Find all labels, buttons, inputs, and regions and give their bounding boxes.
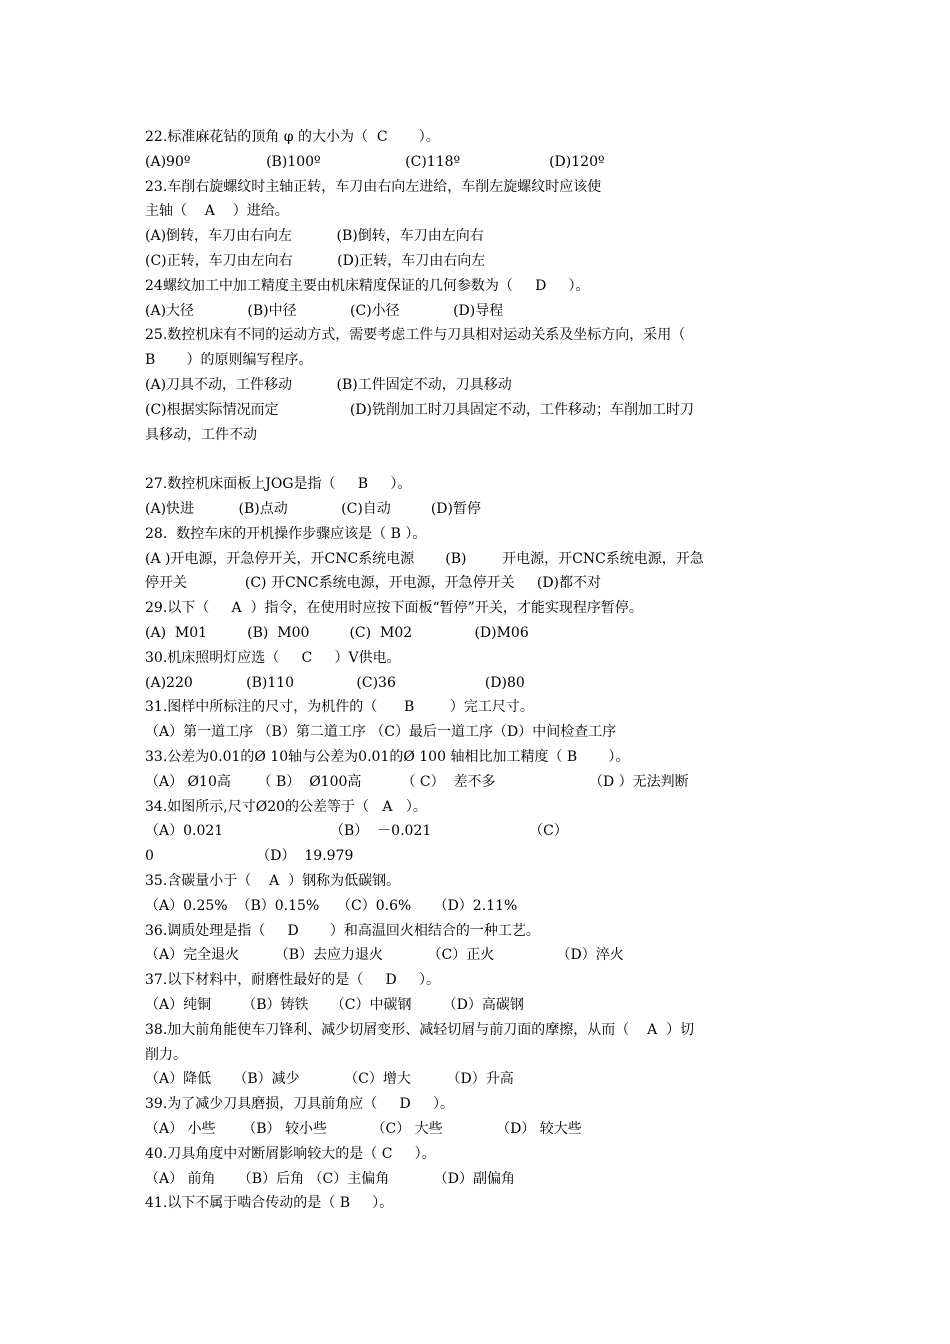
text-line: （A） Ø10高 （ B） Ø100高 （ C） 差不多 （D ）无法判断 [145, 773, 689, 790]
text-line [145, 447, 810, 472]
text-line: (A)刀具不动，工件移动 (B)工件固定不动，刀具移动 [145, 377, 512, 393]
text-line: 35.含碳量小于（ A ）钢称为低碳钢。 [145, 873, 401, 889]
text-line: (A)90º (B)100º (C)118º (D)120º [145, 153, 605, 170]
text-line: 25.数控机床有不同的运动方式，需要考虑工件与刀具相对运动关系及坐标方向，采用（ [145, 327, 686, 344]
text-line: (A )开电源，开急停开关，开CNC系统电源 (B) 开电源，开CNC系统电源，开急 [145, 550, 704, 567]
text-line: (A)倒转，车刀由右向左 (B)倒转，车刀由左向右 [145, 228, 484, 245]
text-line: 23.车削右旋螺纹时主轴正转，车刀由右向左进给，车削左旋螺纹时应该使 [145, 178, 602, 195]
text-line: 39.为了减少刀具磨损，刀具前角应（ D ）。 [145, 1096, 454, 1113]
text-line: 停开关 (C) 开CNC系统电源，开电源，开急停开关 (D)都不对 [145, 575, 602, 592]
text-line: （A）降低 （B）减少 （C）增大 （D）升高 [145, 1071, 514, 1088]
text-line: 0 （D） 19.979 [145, 848, 354, 865]
text-line: （A）0.25% （B）0.15% （C）0.6% （D）2.11% [145, 897, 518, 914]
text-line: 40.刀具角度中对断屑影响较大的是（ C ）。 [145, 1145, 436, 1162]
text-line: （A）0.021 （B） －0.021 （C） [145, 823, 568, 840]
text-line: (A) M01 (B) M00 (C) M02 (D)M06 [145, 625, 529, 641]
text-line: 38.加大前角能使车刀锋利、减少切屑变形、减轻切屑与前刀面的摩擦，从而（ A ）切 [145, 1021, 695, 1038]
text-line: 30.机床照明灯应选（ C ）V供电。 [145, 649, 401, 666]
text-line: (C)正转，车刀由左向右 (D)正转，车刀由右向左 [145, 253, 486, 269]
text-line: （A）第一道工序 （B）第二道工序 （C）最后一道工序（D）中间检查工序 [145, 724, 617, 741]
text-line: (A)220 (B)110 (C)36 (D)80 [145, 674, 525, 691]
text-line: 22.标准麻花钻的顶角 φ 的大小为（ C ）。 [145, 129, 440, 145]
text-line: 36.调质处理是指（ D ）和高温回火相结合的一种工艺。 [145, 922, 540, 939]
text-line: 28. 数控车床的开机操作步骤应该是（ B ）。 [145, 525, 427, 542]
text-line: 34.如图所示,尺寸Ø20的公差等于（ A ）。 [145, 798, 427, 815]
text-line: 37.以下材料中，耐磨性最好的是（ D ）。 [145, 972, 440, 989]
text-line: 削力。 [145, 1046, 187, 1063]
text-line: （A）完全退火 （B）去应力退火 （C）正火 （D）淬火 [145, 947, 624, 964]
text-line: 主轴（ A ）进给。 [145, 203, 289, 220]
text-line: 31.图样中所标注的尺寸，为机件的（ B ）完工尺寸。 [145, 699, 534, 716]
text-line: 33.公差为0.01的Ø 10轴与公差为0.01的Ø 100 轴相比加工精度（ B ）。 [145, 749, 630, 765]
text-line: (A)大径 (B)中径 (C)小径 (D)导程 [145, 302, 504, 319]
text-line: B ）的原则编写程序。 [145, 352, 313, 369]
text-line: 具移动，工件不动 [145, 426, 257, 443]
text-line: （A）纯铜 （B）铸铁 （C）中碳钢 （D）高碳钢 [145, 997, 524, 1013]
text-line: （A） 前角 （B）后角 （C）主偏角 （D）副偏角 [145, 1170, 515, 1187]
text-line: 29.以下（ A ）指令，在使用时应按下面板“暂停”开关，才能实现程序暂停。 [145, 600, 643, 617]
text-line: 41.以下不属于啮合传动的是（ B ）。 [145, 1195, 394, 1212]
text-line: (A)快进 (B)点动 (C)自动 (D)暂停 [145, 501, 481, 517]
text-line: 24螺纹加工中加工精度主要由机床精度保证的几何参数为（ D ）。 [145, 277, 590, 294]
text-line: （A） 小些 （B） 较小些 （C） 大些 （D） 较大些 [145, 1121, 582, 1137]
text-line: (C)根据实际情况而定 (D)铣削加工时刀具固定不动，工件移动；车削加工时刀 [145, 401, 694, 418]
text-line: 27.数控机床面板上JOG是指（ B ）。 [145, 476, 412, 493]
